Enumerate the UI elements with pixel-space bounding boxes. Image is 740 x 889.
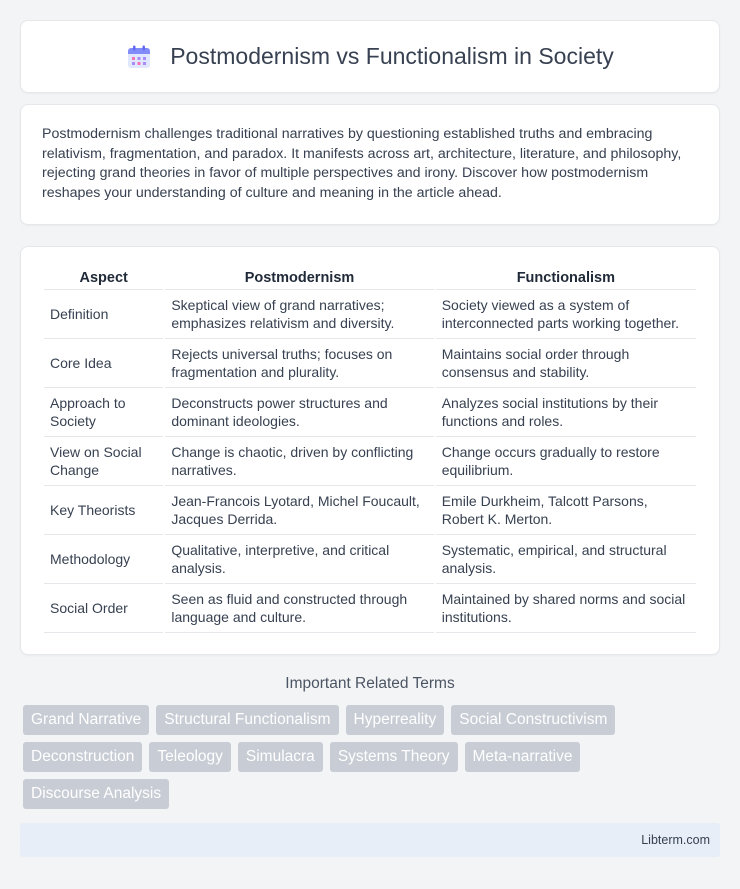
postmodernism-cell: Rejects universal truths; focuses on fragmentation and plurality. — [165, 339, 433, 388]
table-header-row — [44, 267, 696, 290]
aspect-cell: Core Idea — [44, 339, 163, 388]
tag-hyperreality[interactable]: Hyperreality — [346, 705, 445, 735]
table-row — [44, 290, 696, 339]
aspect-cell: Definition — [44, 290, 163, 339]
related-terms-title: Important Related Terms — [285, 675, 455, 692]
tag-meta-narrative[interactable]: Meta-narrative — [465, 742, 581, 772]
tag-discourse-analysis[interactable]: Discourse Analysis — [23, 779, 169, 809]
table-row — [44, 584, 696, 633]
functionalism-cell: Emile Durkheim, Talcott Parsons, Robert K. Merton. — [436, 486, 696, 535]
tag-systems-theory[interactable]: Systems Theory — [330, 742, 458, 772]
table-row — [44, 535, 696, 584]
functionalism-cell: Systematic, empirical, and structural analysis. — [436, 535, 696, 584]
tag-deconstruction[interactable]: Deconstruction — [23, 742, 142, 772]
aspect-cell: View on Social Change — [44, 437, 163, 486]
tag-simulacra[interactable]: Simulacra — [238, 742, 323, 772]
table-row — [44, 339, 696, 388]
functionalism-cell: Analyzes social institutions by their functions and roles. — [436, 388, 696, 437]
functionalism-cell: Society viewed as a system of interconnected parts working together. — [436, 290, 696, 339]
aspect-cell: Methodology — [44, 535, 163, 584]
table-row — [44, 388, 696, 437]
page-title: Postmodernism vs Functionalism in Society — [170, 43, 614, 69]
postmodernism-cell: Change is chaotic, driven by conflicting narratives. — [165, 437, 433, 486]
aspect-cell: Key Theorists — [44, 486, 163, 535]
tag-teleology[interactable]: Teleology — [149, 742, 231, 772]
functionalism-cell: Change occurs gradually to restore equilibrium. — [436, 437, 696, 486]
aspect-cell: Social Order — [44, 584, 163, 633]
postmodernism-cell: Qualitative, interpretive, and critical analysis. — [165, 535, 433, 584]
tag-grand-narrative[interactable]: Grand Narrative — [23, 705, 149, 735]
functionalism-cell: Maintains social order through consensus and stability. — [436, 339, 696, 388]
intro-text: Postmodernism challenges traditional narratives by questioning established truths and embracing relativism, fragmentation, and paradox. It manifests across art, architecture, literature, and philosophy, rejecting grand theories in favor of multiple perspectives and irony. Discover how postmodernism reshapes your understanding of culture and meaning in the article ahead. — [42, 126, 682, 201]
related-terms-section — [20, 675, 720, 809]
comparison-table — [42, 267, 698, 633]
footer — [20, 823, 720, 857]
table-row — [44, 486, 696, 535]
postmodernism-cell: Deconstructs power structures and dominant ideologies. — [165, 388, 433, 437]
table-row — [44, 437, 696, 486]
calendar-icon — [126, 44, 152, 70]
aspect-cell: Approach to Society — [44, 388, 163, 437]
footer-site-link[interactable]: Libterm.com — [641, 833, 710, 847]
tag-social-constructivism[interactable]: Social Constructivism — [451, 705, 615, 735]
header-card — [20, 20, 720, 93]
tag-structural-functionalism[interactable]: Structural Functionalism — [156, 705, 338, 735]
header-postmodernism: Postmodernism — [165, 267, 433, 290]
postmodernism-cell: Jean-Francois Lyotard, Michel Foucault, Jacques Derrida. — [165, 486, 433, 535]
functionalism-cell: Maintained by shared norms and social institutions. — [436, 584, 696, 633]
postmodernism-cell: Skeptical view of grand narratives; emphasizes relativism and diversity. — [165, 290, 433, 339]
comparison-table-card — [20, 246, 720, 655]
header-aspect: Aspect — [44, 267, 163, 290]
postmodernism-cell: Seen as fluid and constructed through language and culture. — [165, 584, 433, 633]
related-terms-tags — [20, 705, 720, 809]
intro-card — [20, 104, 720, 225]
header-functionalism: Functionalism — [436, 267, 696, 290]
